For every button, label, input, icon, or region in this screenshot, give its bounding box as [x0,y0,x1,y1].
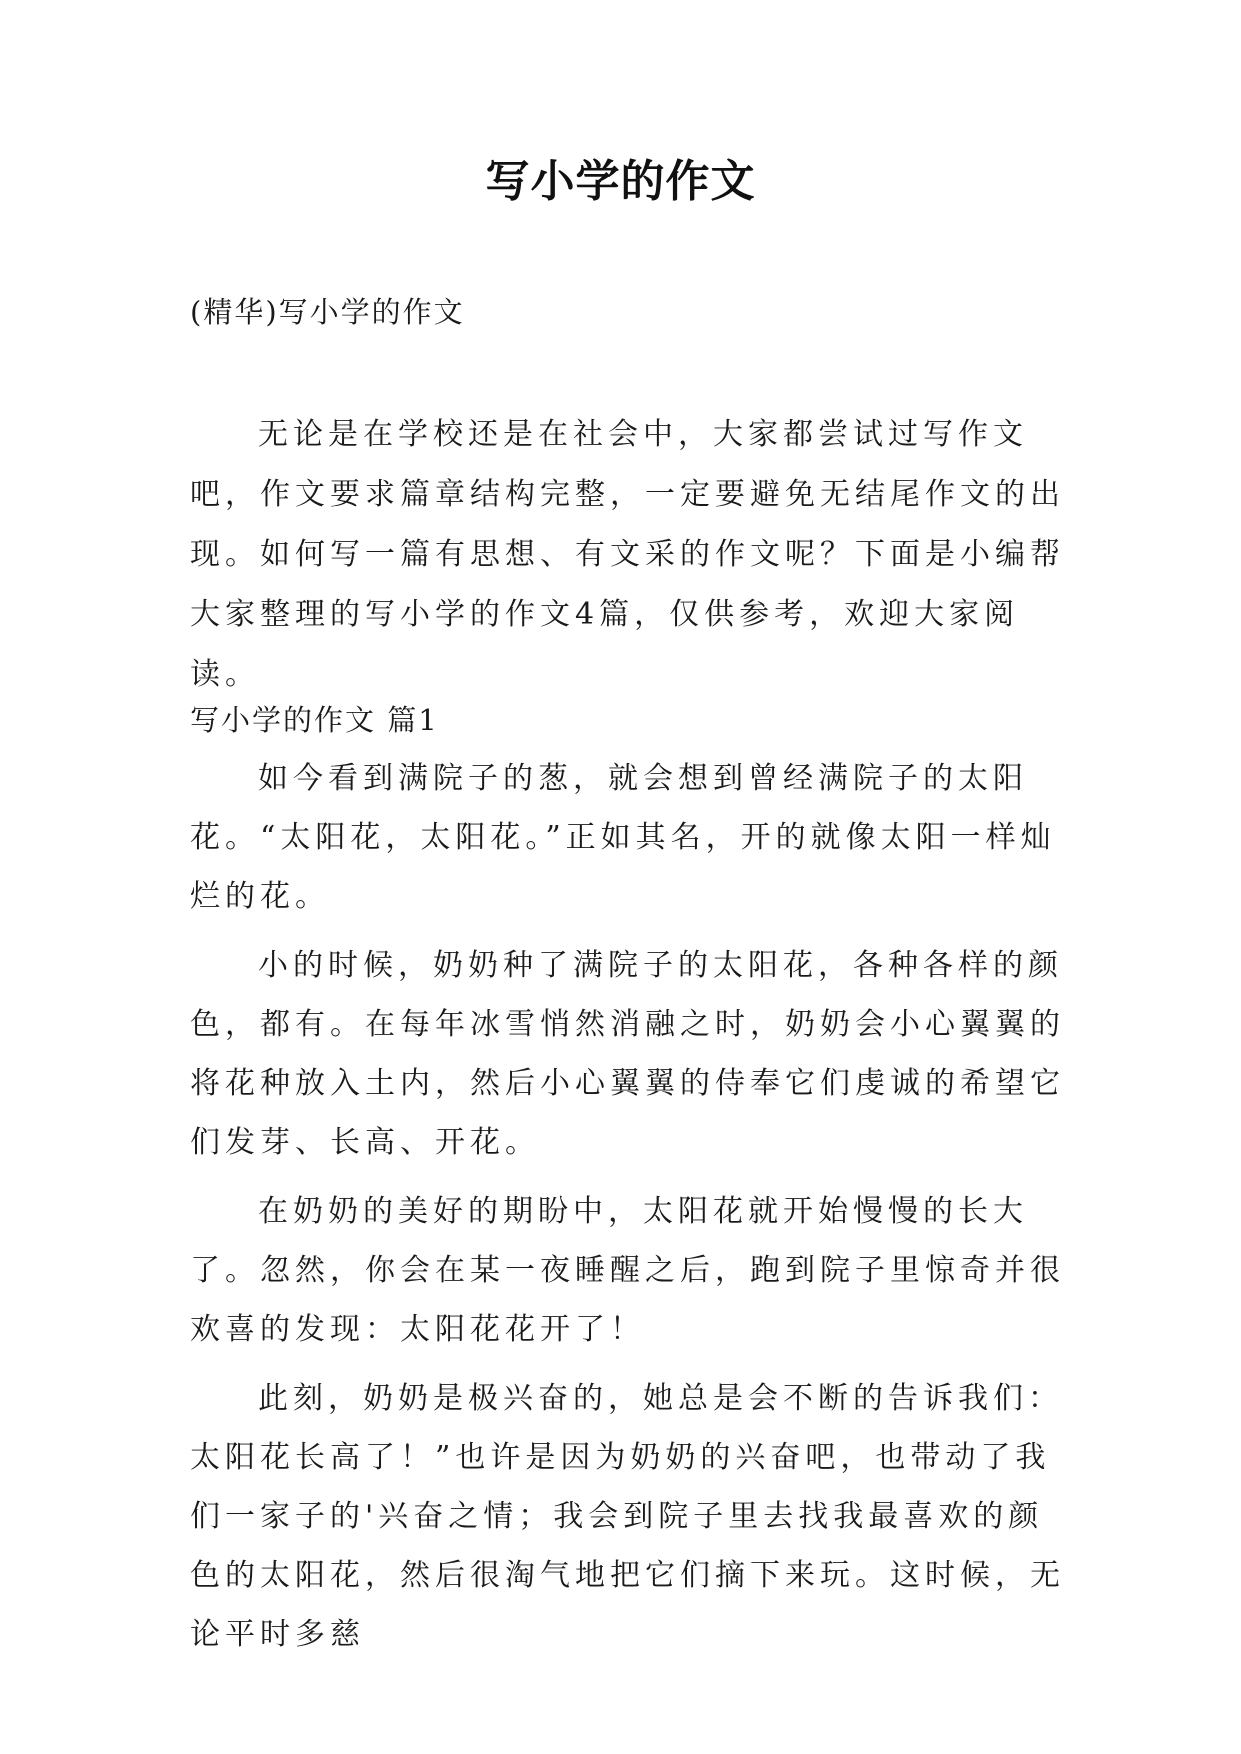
essay-paragraph: 在奶奶的美好的期盼中，太阳花就开始慢慢的长大了。忽然，你会在某一夜睡醒之后，跑到院子里惊奇并很欢喜的发现：太阳花花开了！ [190,1194,1065,1347]
intro-paragraph: 无论是在学校还是在社会中，大家都尝试过写作文吧，作文要求篇章结构完整，一定要避免无结尾作文的出现。如何写一篇有思想、有文采的作文呢？下面是小编帮大家整理的写小学的作文4篇，仅供参考，欢迎大家阅读。 [190,417,1065,692]
essay-paragraph: 此刻，奶奶是极兴奋的，她总是会不断的告诉我们：太阳花长高了！”也许是因为奶奶的兴奋吧，也带动了我们一家子的'兴奋之情；我会到院子里去找我最喜欢的颜色的太阳花，然后很淘气地把它们摘下来玩。这时候，无论平时多慈 [190,1381,1065,1652]
section-heading: 写小学的作文 篇1 [190,703,439,737]
document-subtitle: (精华)写小学的作文 [190,295,465,329]
document-title: 写小学的作文 [485,156,756,207]
essay-body [190,749,1070,1674]
essay-paragraph: 小的时候，奶奶种了满院子的太阳花，各种各样的颜色，都有。在每年冰雪悄然消融之时，奶奶会小心翼翼的将花种放入土内，然后小心翼翼的侍奉它们虔诚的希望它们发芽、长高、开花。 [190,948,1065,1160]
essay-paragraph: 如今看到满院子的葱，就会想到曾经满院子的太阳花。“太阳花，太阳花。”正如其名，开的就像太阳一样灿烂的花。 [190,761,1056,914]
